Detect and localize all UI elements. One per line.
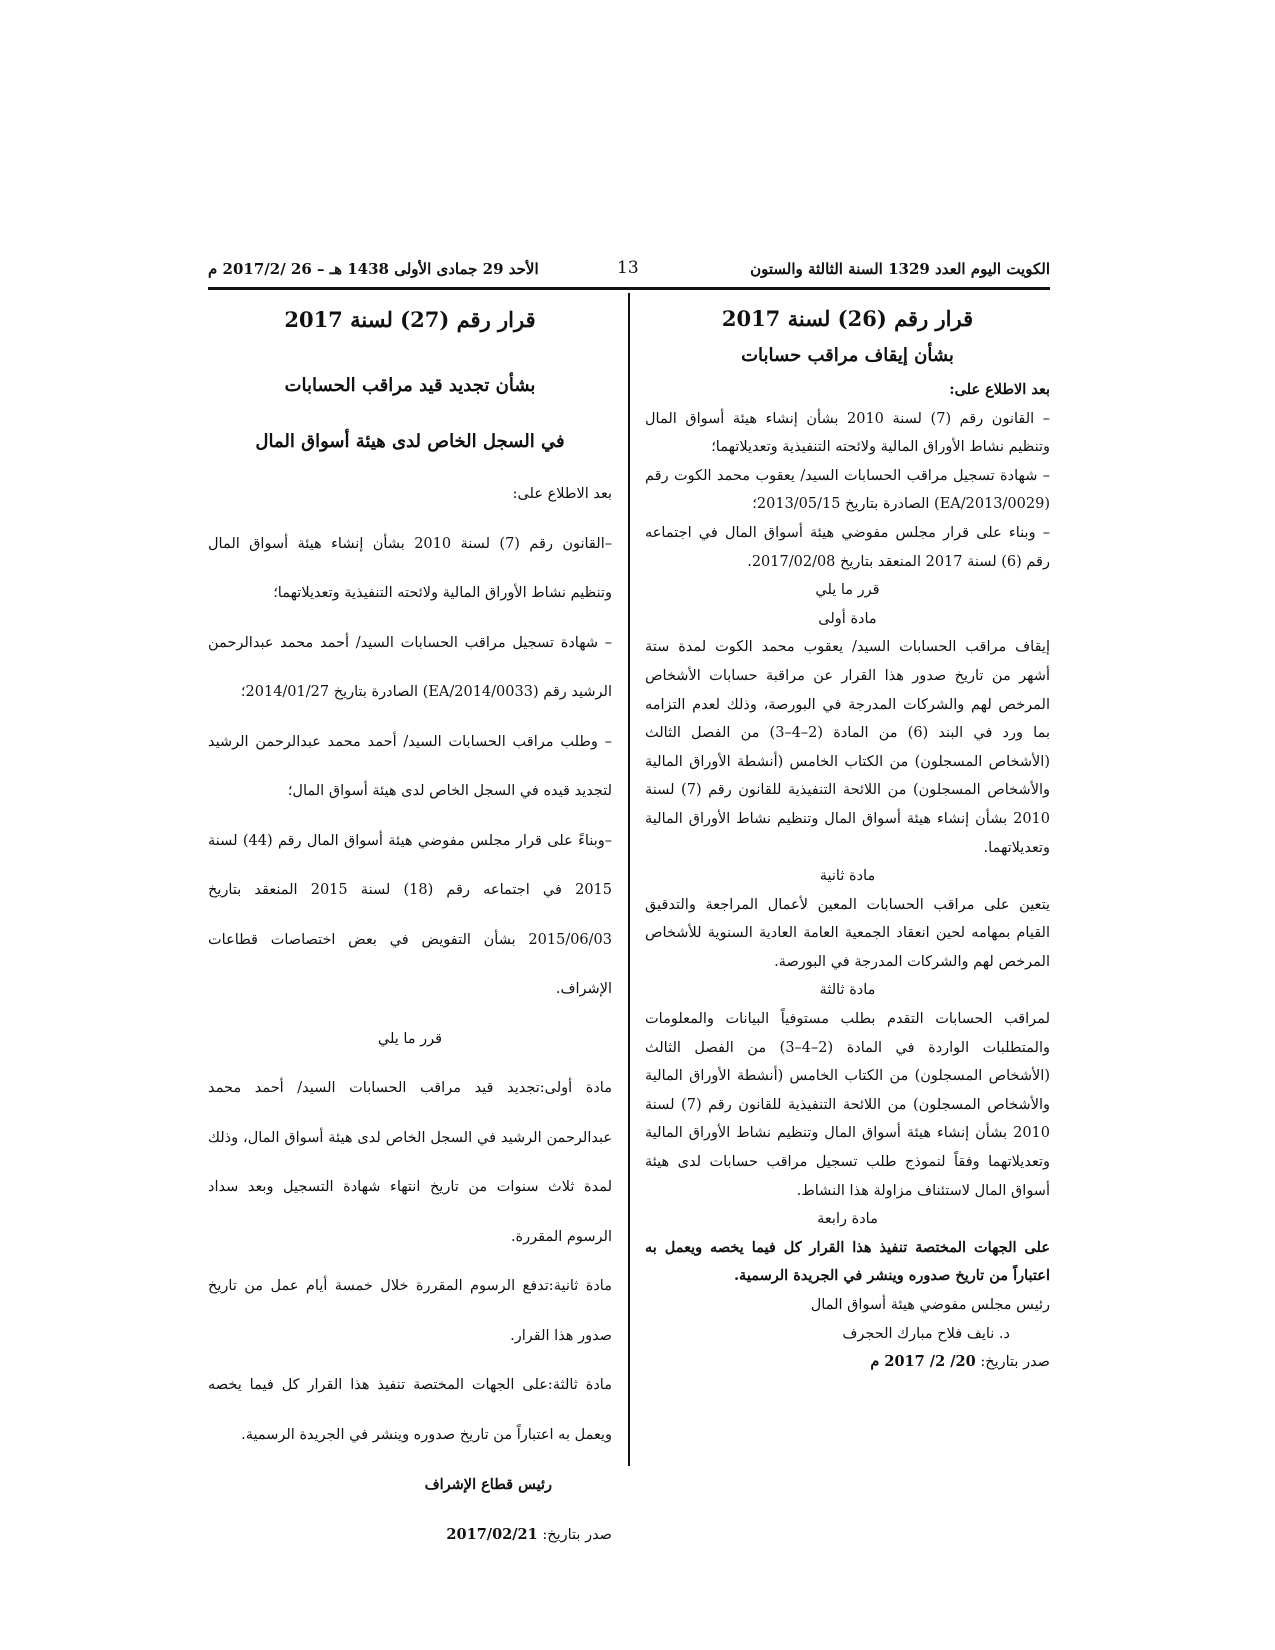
article-heading: مادة ثانية <box>819 868 876 885</box>
preamble-intro: بعد الاطلاع على: <box>512 486 612 502</box>
preamble-item: –القانون رقم (7) لسنة 2010 بشأن إنشاء هيئة أسواق المال وتنظيم نشاط الأوراق المالية ولائحته التنفيذية وتعديلاتهما؛ <box>208 535 612 601</box>
article-text: مادة أولى:تجديد قيد مراقب الحسابات السيد/ أحمد محمد عبدالرحمن الرشيد في السجل الخاص لدى هيئة أسواق المال، وذلك لمدة ثلاث سنوات من تاريخ انتهاء شهادة التسجيل وبعد سداد الرسوم المقررة. <box>208 1080 612 1245</box>
header-issue-info: الكويت اليوم العدد 1329 السنة الثالثة والستون <box>750 260 1050 278</box>
preamble-item: – وطلب مراقب الحسابات السيد/ أحمد محمد عبدالرحمن الرشيد لتجديد قيده في السجل الخاص لدى هيئة أسواق المال؛ <box>208 733 612 799</box>
page-header <box>208 258 1050 286</box>
decision-27-subtitle-1: بشأن تجديد قيد مراقب الحسابات <box>284 375 536 396</box>
article-heading: مادة ثالثة <box>819 982 876 999</box>
issue-date-line <box>645 1348 1050 1377</box>
article-text: مادة ثانية:تدفع الرسوم المقررة خلال خمسة أيام عمل من تاريخ صدور هذا القرار. <box>208 1278 612 1344</box>
issue-date-label: صدر بتاريخ: <box>542 1526 612 1543</box>
header-rule <box>208 287 1050 290</box>
page-number: 13 <box>617 258 639 278</box>
decision-26-title: قرار رقم (26) لسنة 2017 <box>721 306 974 331</box>
decision-26-column <box>645 300 1050 1377</box>
signatory-title: رئيس قطاع الإشراف <box>424 1476 552 1493</box>
preamble-item: – شهادة تسجيل مراقب الحسابات السيد/ يعقوب محمد الكوت رقم (EA/2013/0029) الصادرة بتاريخ 2013/05/15؛ <box>645 467 1050 513</box>
signatory-title: رئيس مجلس مفوضي هيئة أسواق المال <box>810 1297 1050 1313</box>
decision-27-column <box>208 300 612 1560</box>
article-text: لمراقب الحسابات التقدم بطلب مستوفياً البيانات والمعلومات والمتطلبات الواردة في المادة (2–4–3) من الفصل الثالث (الأشخاص المسجلون) من الكتاب الخامس (أنشطة الأوراق المالية والأشخاص المسجلون) من اللائحة التنفيذية للقانون رقم (7) لسنة 2010 بشأن إنشاء هيئة أسواق المال وتنظيم نشاط الأوراق المالية وتعديلاتهما وفقاً لنموذج طلب تسجيل مراقب حسابات لدى هيئة أسواق المال لاستئناف مزاولة هذا النشاط. <box>645 1011 1051 1199</box>
decided-heading: قرر ما يلي <box>815 582 880 599</box>
decision-27-title: قرار رقم (27) لسنة 2017 <box>284 307 536 332</box>
issue-date-label: صدر بتاريخ: <box>980 1354 1050 1371</box>
article-text: مادة ثالثة:على الجهات المختصة تنفيذ هذا القرار كل فيما يخصه ويعمل به اعتباراً من تاريخ صدوره وينشر في الجريدة الرسمية. <box>208 1377 612 1443</box>
decision-27-subtitle-2: في السجل الخاص لدى هيئة أسواق المال <box>255 431 565 452</box>
preamble-item: –وبناءً على قرار مجلس مفوضي هيئة أسواق المال رقم (44) لسنة 2015 في اجتماعه رقم (18) لسنة 2015 المنعقد بتاريخ 2015/06/03 بشأن التفويض في بعض اختصاصات قطاعات الإشراف. <box>208 832 612 997</box>
preamble-item: – القانون رقم (7) لسنة 2010 بشأن إنشاء هيئة أسواق المال وتنظيم نشاط الأوراق المالية ولائحته التنفيذية وتعديلاتهما؛ <box>645 410 1050 456</box>
issue-date-value: 2017/02/21 <box>446 1525 538 1543</box>
issue-date-value: 20/ 2/ 2017 م <box>870 1353 976 1371</box>
preamble-item: – وبناء على قرار مجلس مفوضي هيئة أسواق المال في اجتماعه رقم (6) لسنة 2017 المنعقد بتاريخ 2017/02/08. <box>645 524 1050 570</box>
column-divider <box>628 293 630 1466</box>
issue-date-line <box>208 1510 612 1561</box>
article-text: إيقاف مراقب الحسابات السيد/ يعقوب محمد الكوت لمدة ستة أشهر من تاريخ صدور هذا القرار عن مراقبة حسابات الأشخاص المرخص لهم والشركات المدرجة في البورصة، وذلك لعدم التزامه بما ورد في البند (6) من المادة (2–4–3) من الفصل الثالث (الأشخاص المسجلون) من الكتاب الخامس (أنشطة الأوراق المالية والأشخاص المسجلون) من اللائحة التنفيذية للقانون رقم (7) لسنة 2010 بشأن إنشاء هيئة أسواق المال وتنظيم نشاط الأوراق المالية وتعديلاتهما. <box>645 639 1051 856</box>
article-heading: مادة أولى <box>818 610 877 627</box>
decision-26-subtitle: بشأن إيقاف مراقب حسابات <box>741 345 954 366</box>
article-heading: مادة رابعة <box>817 1211 878 1228</box>
signatory-name: د. نايف فلاح مبارك الحجرف <box>842 1325 1010 1342</box>
article-text: يتعين على مراقب الحسابات المعين لأعمال المراجعة والتدقيق القيام بمهامه لحين انعقاد الجمعية العامة العادية السنوية للأشخاص المرخص لهم والشركات المدرجة في البورصة. <box>645 896 1050 970</box>
decided-heading: قرر ما يلي <box>377 1030 443 1047</box>
article-text: على الجهات المختصة تنفيذ هذا القرار كل فيما يخصه ويعمل به اعتباراً من تاريخ صدوره وينشر في الجريدة الرسمية. <box>645 1238 1050 1285</box>
preamble-intro: بعد الاطلاع على: <box>949 381 1050 398</box>
preamble-item: – شهادة تسجيل مراقب الحسابات السيد/ أحمد محمد عبدالرحمن الرشيد رقم (EA/2014/0033) الصادرة بتاريخ 2014/01/27؛ <box>208 634 612 700</box>
header-date: الأحد 29 جمادى الأولى 1438 هـ – 26 /2017/2 م <box>208 260 539 278</box>
